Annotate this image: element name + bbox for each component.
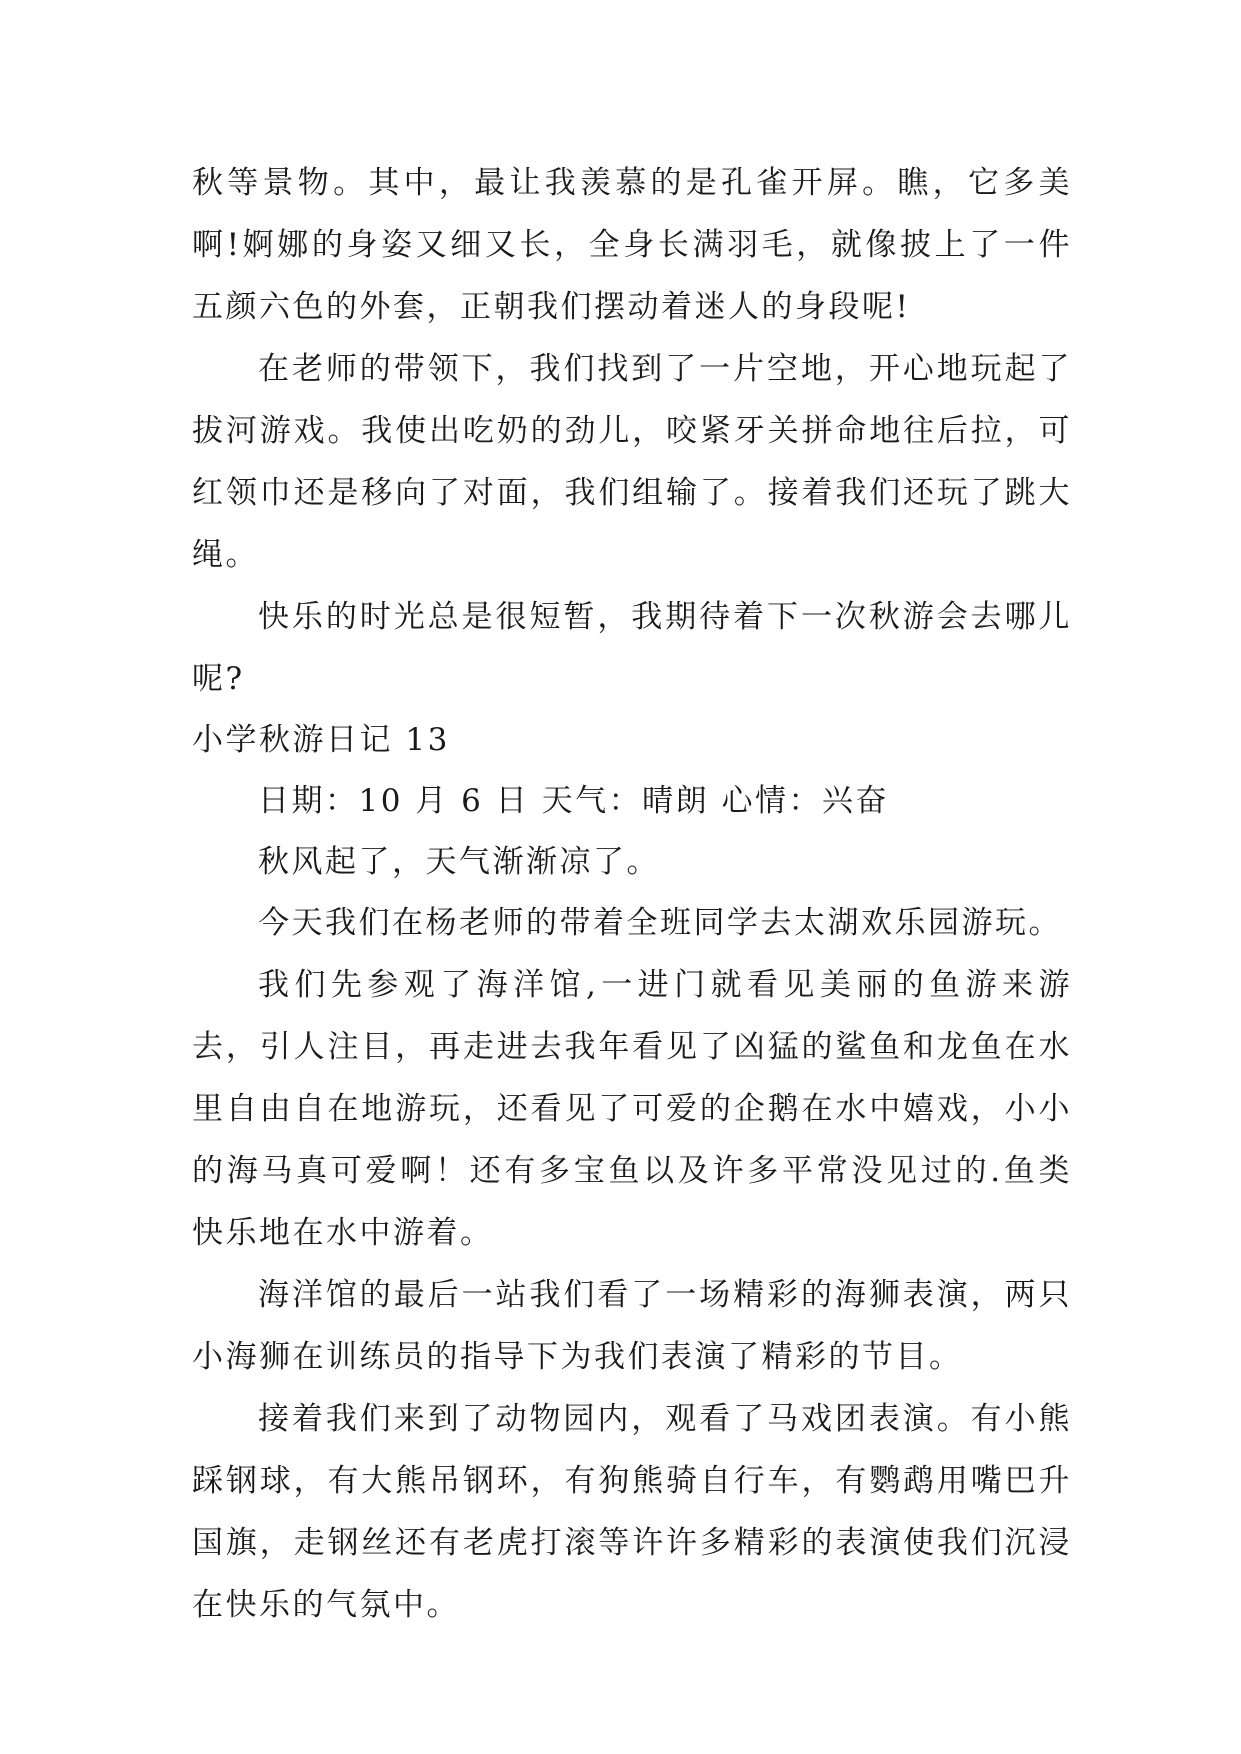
paragraph-trip-intro: 今天我们在杨老师的带着全班同学去太湖欢乐园游玩。 <box>258 905 1062 941</box>
paragraph-autumn-wind: 秋风起了，天气渐渐凉了。 <box>258 844 660 880</box>
paragraph-aquarium: 我们先参观了海洋馆,一进门就看见美丽的鱼游来游去，引人注目，再走进去我年看见了凶猛的鲨鱼和龙鱼在水里自由自在地游玩，还看见了可爱的企鹅在水中嬉戏，小小的海马真可爱啊！还有多宝鱼以及许多平常没见过的.鱼类快乐地在水中游着。 <box>192 967 1072 1251</box>
paragraph-circus: 接着我们来到了动物园内，观看了马戏团表演。有小熊踩钢球，有大熊吊钢环，有狗熊骑自行车，有鹦鹉用嘴巴升国旗，走钢丝还有老虎打滚等许许多精彩的表演使我们沉浸在快乐的气氛中。 <box>192 1401 1072 1623</box>
paragraph-tug-of-war: 在老师的带领下，我们找到了一片空地，开心地玩起了拔河游戏。我使出吃奶的劲儿，咬紧牙关拼命地往后拉，可红领巾还是移向了对面，我们组输了。接着我们还玩了跳大绳。 <box>192 351 1072 573</box>
paragraph-peacock: 秋等景物。其中，最让我羡慕的是孔雀开屏。瞧，它多美啊!婀娜的身姿又细又长，全身长满羽毛，就像披上了一件五颜六色的外套，正朝我们摆动着迷人的身段呢! <box>192 165 1072 325</box>
paragraph-sea-lion-show: 海洋馆的最后一站我们看了一场精彩的海狮表演，两只小海狮在训练员的指导下为我们表演了精彩的节目。 <box>192 1277 1072 1375</box>
section-title: 小学秋游日记 13 <box>192 722 450 758</box>
document-text <box>192 152 1072 1636</box>
diary-header: 日期：10 月 6 日 天气：晴朗 心情：兴奋 <box>258 783 889 819</box>
paragraph-happy-time: 快乐的时光总是很短暂，我期待着下一次秋游会去哪儿呢? <box>192 599 1072 697</box>
